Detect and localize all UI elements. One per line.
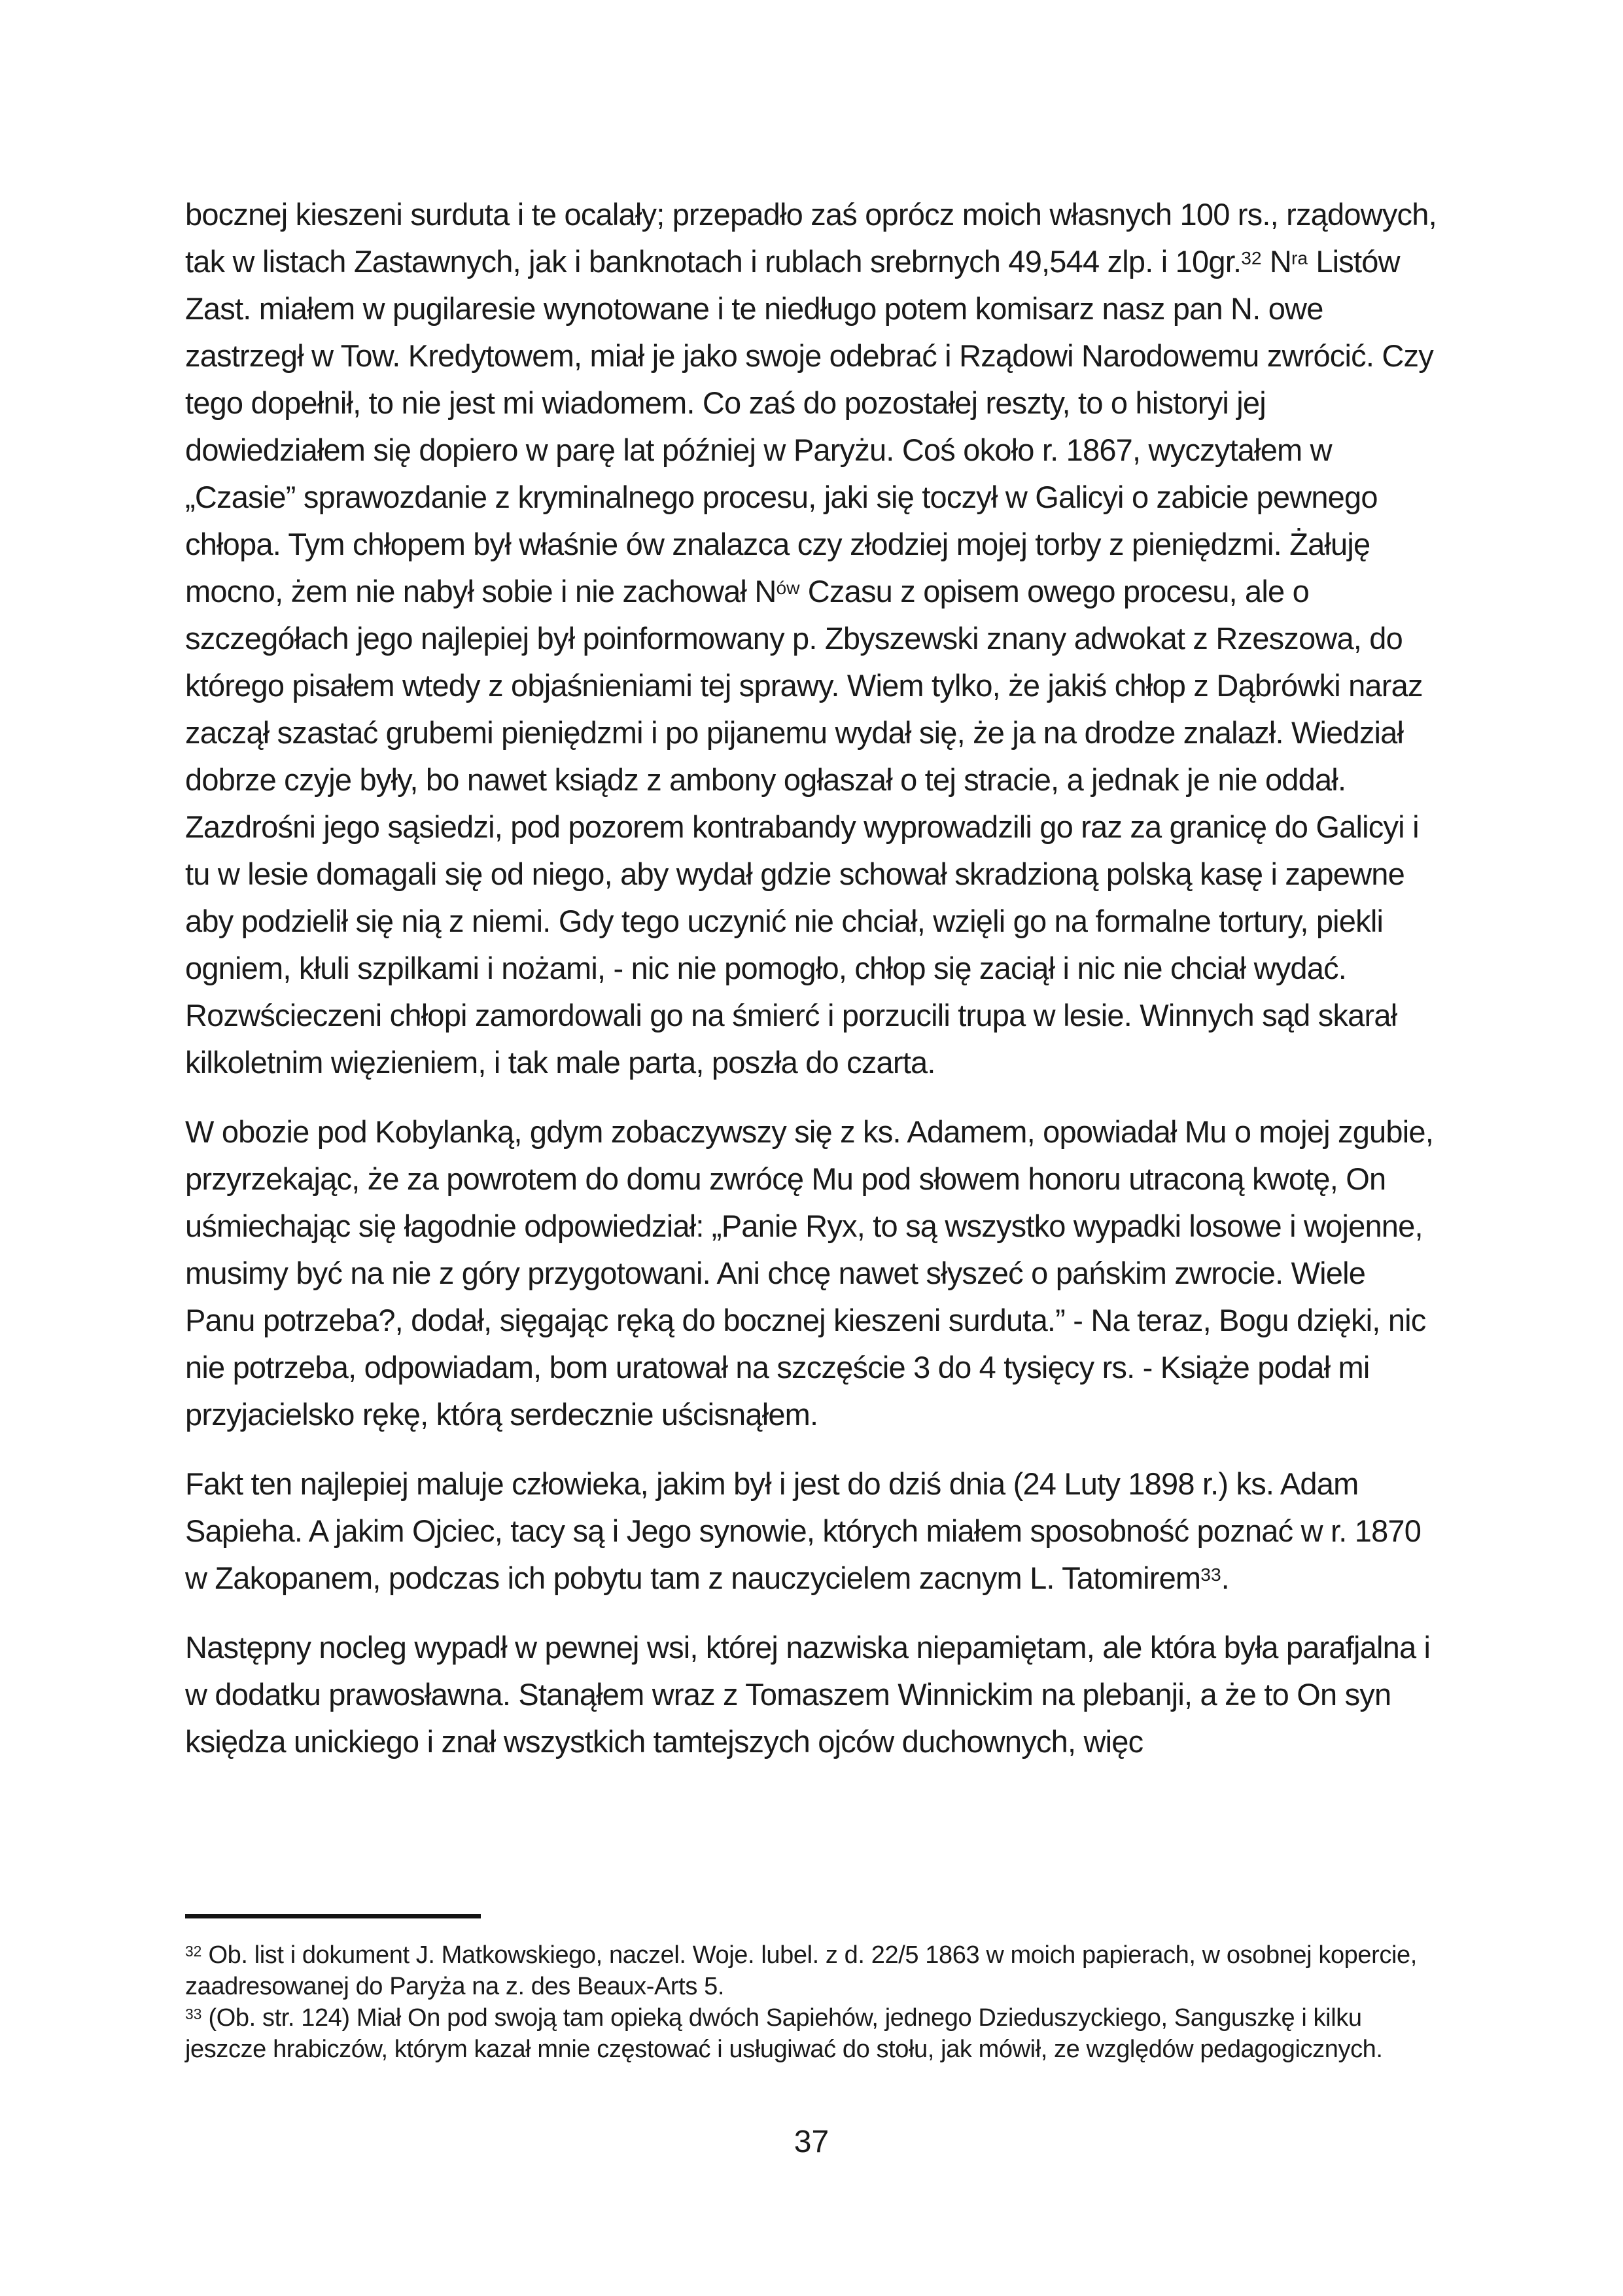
footnote-text: Ob. list i dokument J. Matkowskiego, naczel. Woje. lubel. z d. 22/5 1863 w moich papierach, w osobnej kopercie, zaadresowanej do Paryża na z. des Beaux-Arts 5.: [185, 1941, 1417, 2000]
footnote-reference: 32: [1241, 247, 1262, 269]
footnote-text: (Ob. str. 124) Miał On pod swoją tam opieką dwóch Sapiehów, jednego Dzieduszyckiego, Sanguszkę i kilku jeszcze hrabiczów, którym kazał mnie częstować i usługiwać do stołu, jak mówił, ze względów pedagogicznych.: [185, 2004, 1383, 2063]
text-run: .: [1221, 1561, 1229, 1595]
paragraph: [185, 1624, 1440, 1765]
paragraph: [185, 1460, 1440, 1602]
text-run: bocznej kieszeni surduta i te ocalały; przepadło zaś oprócz moich własnych 100 rs., rządowych, tak w listach Zastawnych, jak i banknotach i rublach srebrnych 49,544 zlp. i 10gr.: [185, 197, 1437, 279]
footnote-marker: 32: [185, 1943, 202, 1960]
footnote: [185, 1939, 1440, 2002]
paragraph: [185, 1108, 1440, 1438]
document-body: [185, 191, 1440, 1788]
footnotes: [185, 1939, 1440, 2065]
paragraph: [185, 191, 1440, 1086]
text-run: Listów Zast. miałem w pugilaresie wynotowane i te niedługo potem komisarz nasz pan N. owe zastrzegł w Tow. Kredytowem, miał je jako swoje odebrać i Rządowi Narodowemu zwrócić. Czy tego dopełnił, to nie jest mi wiadomem. Co zaś do pozostałej reszty, to o historyi jej dowiedziałem się dopiero w parę lat później w Paryżu. Coś około r. 1867, wyczytałem w „Czasie” sprawozdanie z kryminalnego procesu, jaki się toczył w Galicyi o zabicie pewnego chłopa. Tym chłopem był właśnie ów znalazca czy złodziej mojej torby z pieniędzmi. Żałuję mocno, żem nie nabył sobie i nie zachował N: [185, 244, 1433, 609]
footnote-reference: 33: [1200, 1564, 1221, 1585]
footnote-area: [185, 1914, 1440, 2065]
text-run: Fakt ten najlepiej maluje człowieka, jakim był i jest do dziś dnia (24 Luty 1898 r.) ks. Adam Sapieha. A jakim Ojciec, tacy są i Jego synowie, których miałem sposobność poznać w r. 1870 w Zakopanem, podczas ich pobytu tam z nauczycielem zacnym L. Tatomirem: [185, 1466, 1422, 1595]
text-run: N: [1261, 244, 1291, 279]
text-run: Czasu z opisem owego procesu, ale o szczegółach jego najlepiej był poinformowany p. Zbyszewski znany adwokat z Rzeszowa, do którego pisałem wtedy z objaśnieniami tej sprawy. Wiem tylko, że jakiś chłop z Dąbrówki naraz zaczął szastać grubemi pieniędzmi i po pijanemu wydał się, że ja na drodze znalazł. Wiedział dobrze czyje były, bo nawet ksiądz z ambony ogłaszał o tej stracie, a jednak je nie oddał. Zazdrośni jego sąsiedzi, pod pozorem kontrabandy wyprowadzili go raz za granicę do Galicyi i tu w lesie domagali się od niego, aby wydał gdzie schował skradzioną polską kasę i zapewne aby podzielił się nią z niemi. Gdy tego uczynić nie chciał, wzięli go na formalne tortury, piekli ogniem, kłuli szpilkami i nożami, - nic nie pomogło, chłop się zaciął i nic nie chciał wydać. Rozwścieczeni chłopi zamordowali go na śmierć i porzucili trupa w lesie. Winnych sąd skarał kilkoletnim więzieniem, i tak male parta, poszła do czarta.: [185, 574, 1423, 1080]
footnote-reference: ów: [776, 577, 800, 599]
footnote: [185, 2002, 1440, 2065]
text-run: Następny nocleg wypadł w pewnej wsi, której nazwiska niepamiętam, ale która była parafjalna i w dodatku prawosławna. Stanąłem wraz z Tomaszem Winnickim na plebanji, a że to On syn księdza unickiego i znał wszystkich tamtejszych ojców duchownych, więc: [185, 1630, 1431, 1759]
page-number: 37: [794, 2125, 829, 2159]
footnote-separator: [185, 1914, 481, 1918]
text-run: W obozie pod Kobylanką, gdym zobaczywszy się z ks. Adamem, opowiadał Mu o mojej zgubie, przyrzekając, że za powrotem do domu zwrócę Mu pod słowem honoru utraconą kwotę, On uśmiechając się łagodnie odpowiedział: „Panie Ryx, to są wszystko wypadki losowe i wojenne, musimy być na nie z góry przygotowani. Ani chcę nawet słyszeć o pańskim zwrocie. Wiele Panu potrzeba?, dodał, sięgając ręką do bocznej kieszeni surduta.” - Na teraz, Bogu dzięki, nic nie potrzeba, odpowiadam, bom uratował na szczęście 3 do 4 tysięcy rs. - Książe podał mi przyjacielsko rękę, którą serdecznie uścisnąłem.: [185, 1114, 1433, 1432]
footnote-reference: ra: [1291, 247, 1308, 269]
footnote-marker: 33: [185, 2005, 202, 2023]
